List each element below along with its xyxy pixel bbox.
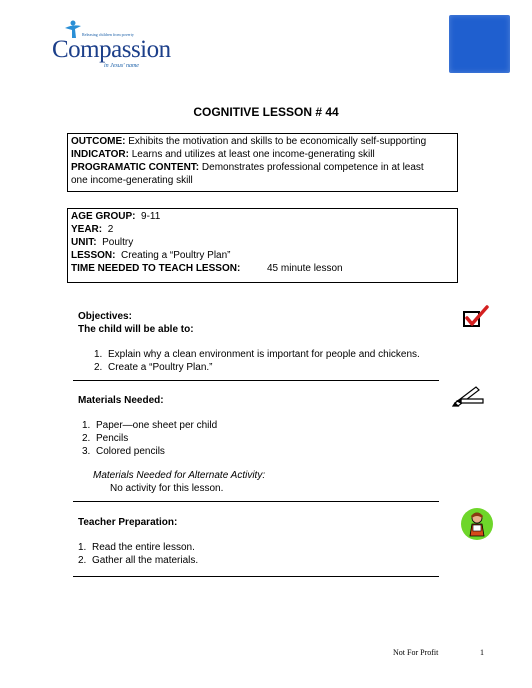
unit-value: Poultry <box>102 237 134 248</box>
lesson-info-box <box>67 208 458 283</box>
outcome-line <box>71 135 454 148</box>
teacher-icon <box>459 506 495 542</box>
indicator-label: INDICATOR: <box>71 149 129 160</box>
programatic-line <box>71 161 454 174</box>
preparation-section <box>78 516 448 567</box>
list-item: 2. Pencils <box>82 433 129 444</box>
checkbox-checked-icon <box>462 305 490 329</box>
blue-square-decoration <box>449 15 510 73</box>
programatic-line-2: one income-generating skill <box>71 175 193 186</box>
materials-list <box>82 419 448 458</box>
list-item: 2. Gather all the materials. <box>78 555 199 566</box>
objectives-subheading: The child will be able to: <box>78 324 194 335</box>
list-item: 1. Paper—one sheet per child <box>82 420 218 431</box>
section-divider <box>73 576 439 577</box>
outcome-text: Exhibits the motivation and skills to be economically self-supporting <box>128 136 427 147</box>
age-value: 9-11 <box>141 211 161 222</box>
materials-section <box>78 394 448 495</box>
preparation-list <box>78 541 448 567</box>
materials-heading: Materials Needed: <box>78 395 164 406</box>
section-divider <box>73 380 439 381</box>
year-value: 2 <box>107 224 114 235</box>
list-item: 2. Create a “Poultry Plan.” <box>94 362 213 373</box>
pencils-icon <box>452 383 486 407</box>
alternate-materials-text: No activity for this lesson. <box>110 483 224 494</box>
age-label: AGE GROUP: <box>71 211 136 222</box>
lesson-value: Creating a “Poultry Plan” <box>121 250 231 261</box>
year-line <box>71 223 454 236</box>
list-item: 1. Read the entire lesson. <box>78 542 195 553</box>
logo-wordmark: Compassion <box>52 36 171 63</box>
age-group-line <box>71 210 454 223</box>
page-title: COGNITIVE LESSON # 44 <box>193 105 339 119</box>
time-line <box>71 262 454 275</box>
time-label: TIME NEEDED TO TEACH LESSON: <box>71 263 241 274</box>
time-value: 45 minute lesson <box>267 263 343 274</box>
logo-tagline: Releasing children from poverty <box>82 32 134 37</box>
list-item: 1. Explain why a clean environment is important for people and chickens. <box>94 349 420 360</box>
programatic-text: Demonstrates professional competence in at least <box>201 162 424 173</box>
footer-not-for-profit: Not For Profit <box>393 648 439 657</box>
indicator-text: Learns and utilizes at least one income-generating skill <box>131 149 375 160</box>
objectives-heading: Objectives: <box>78 311 132 322</box>
lesson-label: LESSON: <box>71 250 116 261</box>
unit-line <box>71 236 454 249</box>
objectives-list <box>94 348 448 374</box>
logo-subline: in Jesus' name <box>104 63 139 69</box>
lesson-line <box>71 249 454 262</box>
outcome-box <box>67 133 458 192</box>
objectives-section <box>78 310 448 374</box>
outcome-label: OUTCOME: <box>71 136 126 147</box>
list-item: 3. Colored pencils <box>82 446 165 457</box>
indicator-line <box>71 148 454 161</box>
programatic-label: PROGRAMATIC CONTENT: <box>71 162 200 173</box>
compassion-logo <box>52 22 171 72</box>
alternate-materials-heading: Materials Needed for Alternate Activity: <box>93 470 266 481</box>
unit-label: UNIT: <box>71 237 97 248</box>
section-divider <box>73 501 439 502</box>
year-label: YEAR: <box>71 224 103 235</box>
page-number: 1 <box>480 648 484 657</box>
preparation-heading: Teacher Preparation: <box>78 517 178 528</box>
